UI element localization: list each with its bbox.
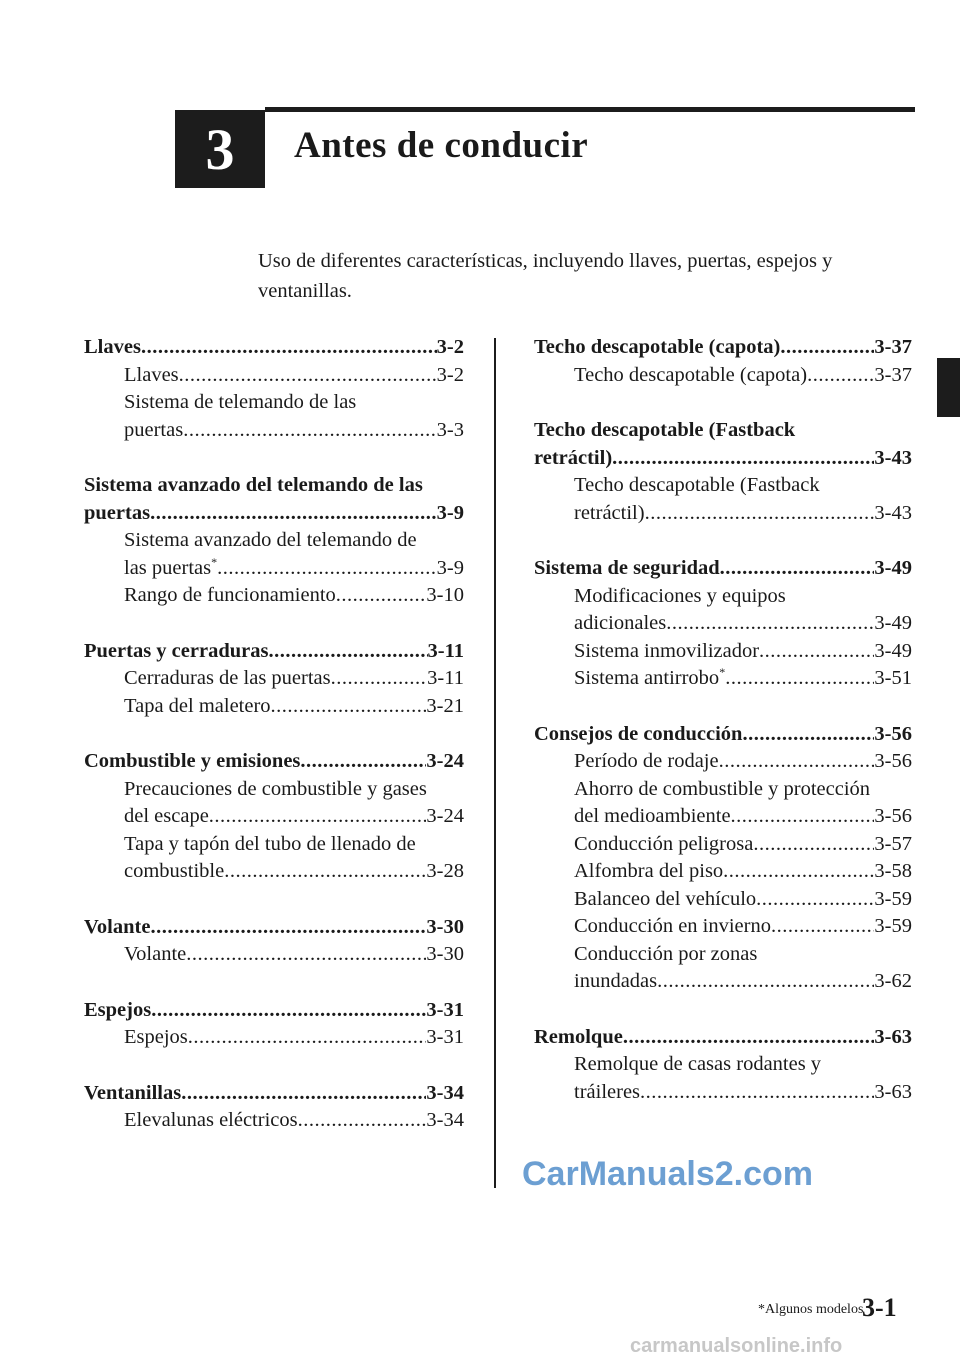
toc-entry-page: 3-51 [874, 667, 912, 689]
toc-entry-page: 3-24 [426, 805, 464, 827]
toc-entry-text: Período de rodaje [574, 750, 719, 772]
toc-entry[interactable] [534, 970, 912, 998]
toc-entry-text: Sistema antirrobo* [574, 665, 726, 689]
toc-entry-text: Volante [124, 943, 187, 965]
toc-entry-text: Sistema inmovilizador [574, 639, 760, 662]
dot-leader [209, 805, 427, 828]
toc-entry-text: las puertas* [124, 554, 218, 579]
toc-section [534, 723, 912, 998]
toc-entry-page: 3-31 [426, 1026, 464, 1048]
toc-section-title-text: Techo descapotable (Fastback [534, 419, 796, 441]
toc-entry-page: 3-2 [436, 363, 464, 386]
toc-entry-text: Techo descapotable (capota) [574, 363, 808, 386]
toc-entry-text: puertas [124, 418, 184, 441]
toc-section [534, 336, 912, 391]
toc-entry[interactable] [84, 805, 464, 833]
toc-section-title-page: 3-34 [426, 1081, 464, 1104]
toc-section-title[interactable] [84, 750, 464, 778]
toc-entry[interactable] [84, 1026, 464, 1054]
dot-leader [612, 447, 874, 470]
dot-leader [331, 667, 428, 690]
toc-entry-page: 3-62 [874, 970, 912, 992]
toc-entry[interactable] [534, 915, 912, 943]
toc-section-title-text: Llaves [84, 336, 141, 358]
toc-entry[interactable] [534, 860, 912, 888]
toc-section-title[interactable] [534, 447, 912, 475]
toc-entry-page: 3-56 [874, 750, 912, 772]
toc-section [84, 336, 464, 446]
dot-leader [780, 336, 874, 359]
chapter-number-box [175, 110, 265, 188]
toc-entry-page: 3-58 [874, 860, 912, 882]
toc-entry [84, 391, 464, 419]
toc-entry[interactable] [84, 695, 464, 723]
toc-entry [534, 943, 912, 971]
toc-section-title[interactable] [84, 999, 464, 1027]
column-divider [494, 338, 496, 1188]
toc-entry[interactable] [84, 584, 464, 612]
toc-section-title-page: 3-56 [874, 722, 912, 745]
toc-entry-page: 3-57 [874, 832, 912, 855]
toc-entry-page: 3-59 [874, 887, 912, 910]
footer-note: *Algunos modelos [758, 1302, 864, 1317]
toc-entry-text: Elevalunas eléctricos [124, 1109, 298, 1131]
dot-leader [759, 640, 874, 663]
toc-entry-page: 3-11 [427, 667, 464, 689]
toc-entry-text: inundadas [574, 970, 658, 992]
toc-section-title[interactable] [534, 557, 912, 585]
toc-section-title[interactable] [534, 723, 912, 751]
toc-entry-page: 3-43 [874, 501, 912, 524]
toc-section-title-text: Sistema de seguridad [534, 557, 720, 579]
toc-entry-text: adicionales [574, 612, 667, 634]
toc-entry[interactable] [534, 1081, 912, 1109]
toc-entry-text: Balanceo del vehículo [574, 887, 757, 910]
toc-section-title-page: 3-30 [426, 915, 464, 938]
toc-section-title-page: 3-24 [426, 750, 464, 772]
dot-leader [753, 833, 874, 856]
toc-entry-page: 3-3 [436, 418, 464, 441]
dot-leader [188, 1026, 427, 1049]
dot-leader [186, 943, 426, 966]
toc-entry [84, 529, 464, 557]
toc-entry-text: Remolque de casas rodantes y [574, 1053, 822, 1075]
toc-entry-text: Techo descapotable (Fastback [574, 474, 820, 496]
footnote-star: * [211, 554, 218, 569]
toc-entry[interactable] [534, 502, 912, 530]
toc-entry[interactable] [84, 943, 464, 971]
dot-leader [268, 640, 427, 663]
chapter-number: 3 [205, 116, 235, 182]
toc-entry-text: del escape [124, 805, 209, 827]
dot-leader [179, 364, 437, 387]
dot-leader [771, 915, 874, 938]
toc-entry-text: Espejos [124, 1026, 188, 1048]
toc-section-title[interactable] [84, 916, 464, 944]
toc-entry-text: Rango de funcionamiento [124, 584, 336, 606]
toc-entry[interactable] [534, 612, 912, 640]
dot-leader [217, 557, 437, 580]
dot-leader [183, 419, 436, 442]
dot-leader [645, 502, 875, 525]
dot-leader [300, 750, 426, 773]
toc-section [534, 1026, 912, 1109]
toc-section-title-page: 3-31 [426, 998, 464, 1021]
footnote-star: * [719, 665, 726, 680]
toc-entry-text: Cerraduras de las puertas [124, 667, 331, 689]
dot-leader [742, 723, 874, 746]
toc-entry-text: Precauciones de combustible y gases [124, 777, 427, 800]
dot-leader [807, 364, 874, 387]
dot-leader [723, 860, 874, 883]
dot-leader [756, 888, 874, 911]
toc-section-title-text: Remolque [534, 1025, 623, 1048]
toc-section-title-text: puertas [84, 501, 151, 524]
toc-entry-page: 3-49 [874, 639, 912, 662]
toc-section [84, 640, 464, 723]
toc-entry-text: combustible [124, 860, 225, 882]
toc-section [84, 1082, 464, 1137]
toc-entry[interactable] [84, 667, 464, 695]
toc-entry[interactable] [534, 833, 912, 861]
toc-section-title[interactable] [534, 1026, 912, 1054]
toc-entry[interactable] [534, 640, 912, 668]
toc-section-title[interactable] [534, 336, 912, 364]
toc-section-title[interactable] [84, 336, 464, 364]
dot-leader [150, 502, 437, 525]
toc-entry-page: 3-10 [426, 584, 464, 606]
toc-section-title[interactable] [84, 1082, 464, 1110]
dot-leader [181, 1082, 426, 1105]
dot-leader [666, 612, 874, 635]
toc-section-title-page: 3-2 [436, 336, 464, 358]
toc-entry-text: Llaves [124, 363, 179, 386]
toc-section-title[interactable] [84, 640, 464, 668]
toc-entry-page: 3-56 [874, 805, 912, 827]
toc-entry[interactable] [534, 888, 912, 916]
toc-entry-text: tráileres [574, 1080, 641, 1103]
toc-section-title-page: 3-49 [874, 557, 912, 579]
toc-entry-text: Modificaciones y equipos [574, 584, 786, 607]
dot-leader [731, 805, 875, 828]
toc-section-title [534, 419, 912, 447]
page-number: 3-1 [862, 1293, 897, 1322]
toc-entry[interactable] [84, 364, 464, 392]
toc-section-title-text: Consejos de conducción [534, 722, 743, 745]
toc-entry-text: del medioambiente [574, 805, 731, 827]
toc-entry [534, 474, 912, 502]
watermark-carmanualsonline: carmanualsonline.info [630, 1335, 843, 1357]
toc-entry-text: Tapa y tapón del tubo de llenado de [124, 832, 416, 855]
dot-leader [719, 750, 875, 773]
toc-section-title-text: Puertas y cerraduras [84, 639, 269, 662]
toc-entry[interactable] [534, 667, 912, 695]
toc-entry[interactable] [84, 419, 464, 447]
toc-entry-text: Sistema de telemando de las [124, 391, 357, 413]
toc-entry[interactable] [534, 364, 912, 392]
toc-entry [534, 1053, 912, 1081]
toc-column-left [84, 336, 464, 1165]
toc-entry-text: Tapa del maletero [124, 694, 271, 717]
toc-entry-page: 3-30 [426, 943, 464, 965]
chapter-thumb-tab [937, 358, 960, 417]
toc-section-title-page: 3-9 [436, 501, 464, 524]
dot-leader [141, 336, 437, 359]
toc-entry-page: 3-49 [874, 612, 912, 634]
chapter-intro: Uso de diferentes características, incluyendo llaves, puertas, espejos y ventanillas. [258, 250, 833, 302]
toc-entry[interactable] [534, 805, 912, 833]
chapter-header-rule [265, 107, 915, 112]
toc-entry-text: Conducción en invierno [574, 915, 771, 937]
toc-section-title-page: 3-11 [427, 639, 464, 662]
toc-section-title-page: 3-43 [874, 446, 912, 469]
dot-leader [720, 557, 875, 580]
toc-section-title-text: Espejos [84, 998, 152, 1021]
toc-section [84, 474, 464, 612]
toc-entry [534, 585, 912, 613]
dot-leader [298, 1109, 427, 1132]
toc-section-title-text: Ventanillas [84, 1081, 182, 1104]
toc-entry[interactable] [84, 554, 464, 585]
toc-section-title [84, 474, 464, 502]
toc-entry-text: Ahorro de combustible y protección [574, 777, 871, 800]
toc-section [84, 750, 464, 888]
toc-entry-page: 3-21 [426, 694, 464, 717]
toc-entry-page: 3-9 [436, 556, 464, 579]
dot-leader [657, 970, 874, 993]
toc-section-title-page: 3-37 [874, 336, 912, 358]
toc-section-title[interactable] [84, 502, 464, 530]
toc-section [84, 916, 464, 971]
toc-entry [84, 778, 464, 806]
toc-section-title-text: Volante [84, 915, 151, 938]
toc-section [84, 999, 464, 1054]
dot-leader [336, 584, 427, 607]
toc-entry-page: 3-59 [874, 915, 912, 937]
dot-leader [224, 860, 426, 883]
toc-column-right [534, 336, 912, 1136]
toc-entry[interactable] [84, 860, 464, 888]
dot-leader [640, 1081, 874, 1104]
toc-entry[interactable] [534, 750, 912, 778]
watermark-carmanuals2: CarManuals2.com [522, 1155, 813, 1193]
toc-entry-page: 3-34 [426, 1109, 464, 1131]
toc-entry-page: 3-63 [874, 1080, 912, 1103]
toc-entry-text: Alfombra del piso [574, 860, 724, 882]
toc-section [534, 557, 912, 695]
toc-section-title-page: 3-63 [874, 1025, 912, 1048]
toc-entry-page: 3-37 [874, 363, 912, 386]
chapter-title: Antes de conducir [294, 125, 589, 166]
dot-leader [623, 1026, 875, 1049]
toc-section-title-text: retráctil) [534, 446, 613, 469]
toc-entry [534, 778, 912, 806]
toc-entry [84, 833, 464, 861]
dot-leader [150, 916, 426, 939]
toc-entry-page: 3-28 [426, 860, 464, 882]
toc-section [534, 419, 912, 529]
dot-leader [725, 667, 874, 690]
toc-section-title-text: Combustible y emisiones [84, 750, 301, 772]
toc-entry-text: Conducción por zonas [574, 942, 758, 965]
toc-entry[interactable] [84, 1109, 464, 1137]
toc-entry-text: Sistema avanzado del telemando de [124, 529, 417, 551]
dot-leader [151, 999, 426, 1022]
dot-leader [271, 695, 427, 718]
toc-section-title-text: Sistema avanzado del telemando de las [84, 474, 423, 496]
toc-section-title-text: Techo descapotable (capota) [534, 336, 781, 358]
toc-entry-text: Conducción peligrosa [574, 832, 754, 855]
toc-entry-text: retráctil) [574, 501, 645, 524]
